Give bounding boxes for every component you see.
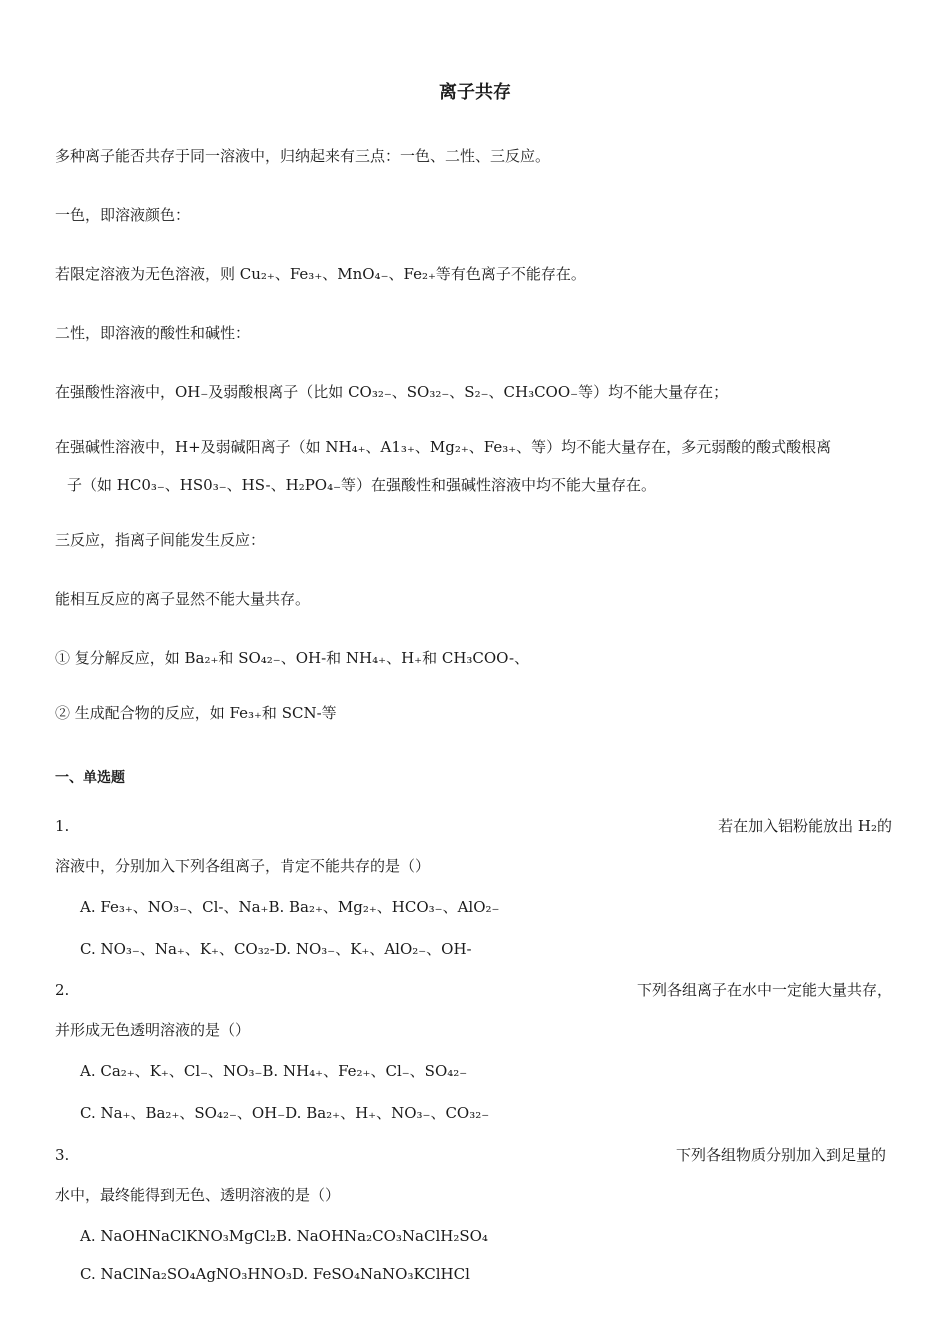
question-stem: 下列各组物质分别加入到足量的	[675, 1146, 886, 1164]
rule-acid-detail: 在强酸性溶液中，OH₋及弱酸根离子（比如 CO₃₂₋、SO₃₂₋、S₂₋、CH₃COO₋等）均不能大量存在；	[55, 383, 729, 401]
question-options-cd: C. Na₊、Ba₂₊、SO₄₂₋、OH₋D. Ba₂₊、H₊、NO₃₋、CO₃₂₋	[80, 1104, 490, 1122]
question-options-ab: A. NaOHNaClKNO₃MgCl₂B. NaOHNa₂CO₃NaClH₂SO₄	[80, 1227, 488, 1245]
question-options-cd: C. NaClNa₂SO₄AgNO₃HNO₃D. FeSO₄NaNO₃KClHCl	[80, 1265, 470, 1283]
question-options-ab: A. Fe₃₊、NO₃₋、Cl-、Na₊B. Ba₂₊、Mg₂₊、HCO₃₋、AlO₂₋	[80, 898, 500, 916]
question-number: 1.	[55, 817, 70, 835]
rule-color-heading: 一色，即溶液颜色：	[55, 206, 191, 224]
rule-acidity-heading: 二性，即溶液的酸性和碱性：	[55, 324, 251, 342]
intro-summary: 多种离子能否共存于同一溶液中，归纳起来有三点：一色、二性、三反应。	[55, 147, 551, 165]
rule-reaction-heading: 三反应，指离子间能发生反应：	[55, 531, 266, 549]
rule-base-detail-line2: 子（如 HC0₃₋、HS0₃₋、HS-、H₂PO₄₋等）在强酸性和强碱性溶液中均不能大量存在。	[67, 476, 657, 494]
question-stem-cont: 并形成无色透明溶液的是（）	[55, 1021, 251, 1039]
section-heading: 一、单选题	[55, 770, 125, 786]
question-number: 3.	[55, 1146, 70, 1164]
rule-complex: ② 生成配合物的反应，如 Fe₃₊和 SCN-等	[55, 704, 337, 722]
question-stem: 若在加入铝粉能放出 H₂的	[718, 817, 892, 835]
rule-color-detail: 若限定溶液为无色溶液，则 Cu₂₊、Fe₃₊、MnO₄₋、Fe₂₊等有色离子不能存在。	[55, 265, 586, 283]
question-options-ab: A. Ca₂₊、K₊、Cl₋、NO₃₋B. NH₄₊、Fe₂₊、Cl₋、SO₄₂₋	[80, 1062, 468, 1080]
page-title: 离子共存	[439, 82, 511, 103]
question-stem: 下列各组离子在水中一定能大量共存，	[636, 981, 892, 999]
rule-metathesis: ① 复分解反应，如 Ba₂₊和 SO₄₂₋、OH-和 NH₄₊、H₊和 CH₃COO-、	[55, 649, 530, 667]
rule-base-detail-line1: 在强碱性溶液中，H+及弱碱阳离子（如 NH₄₊、A1₃₊、Mg₂₊、Fe₃₊、等）均不能大量存在，多元弱酸的酸式酸根离	[55, 438, 832, 456]
question-stem-cont: 溶液中，分别加入下列各组离子，肯定不能共存的是（）	[55, 857, 431, 875]
rule-reaction-detail: 能相互反应的离子显然不能大量共存。	[55, 590, 311, 608]
question-stem-cont: 水中，最终能得到无色、透明溶液的是（）	[55, 1186, 341, 1204]
question-options-cd: C. NO₃₋、Na₊、K₊、CO₃₂-D. NO₃₋、K₊、AlO₂₋、OH-	[80, 940, 472, 958]
question-number: 2.	[55, 981, 70, 999]
